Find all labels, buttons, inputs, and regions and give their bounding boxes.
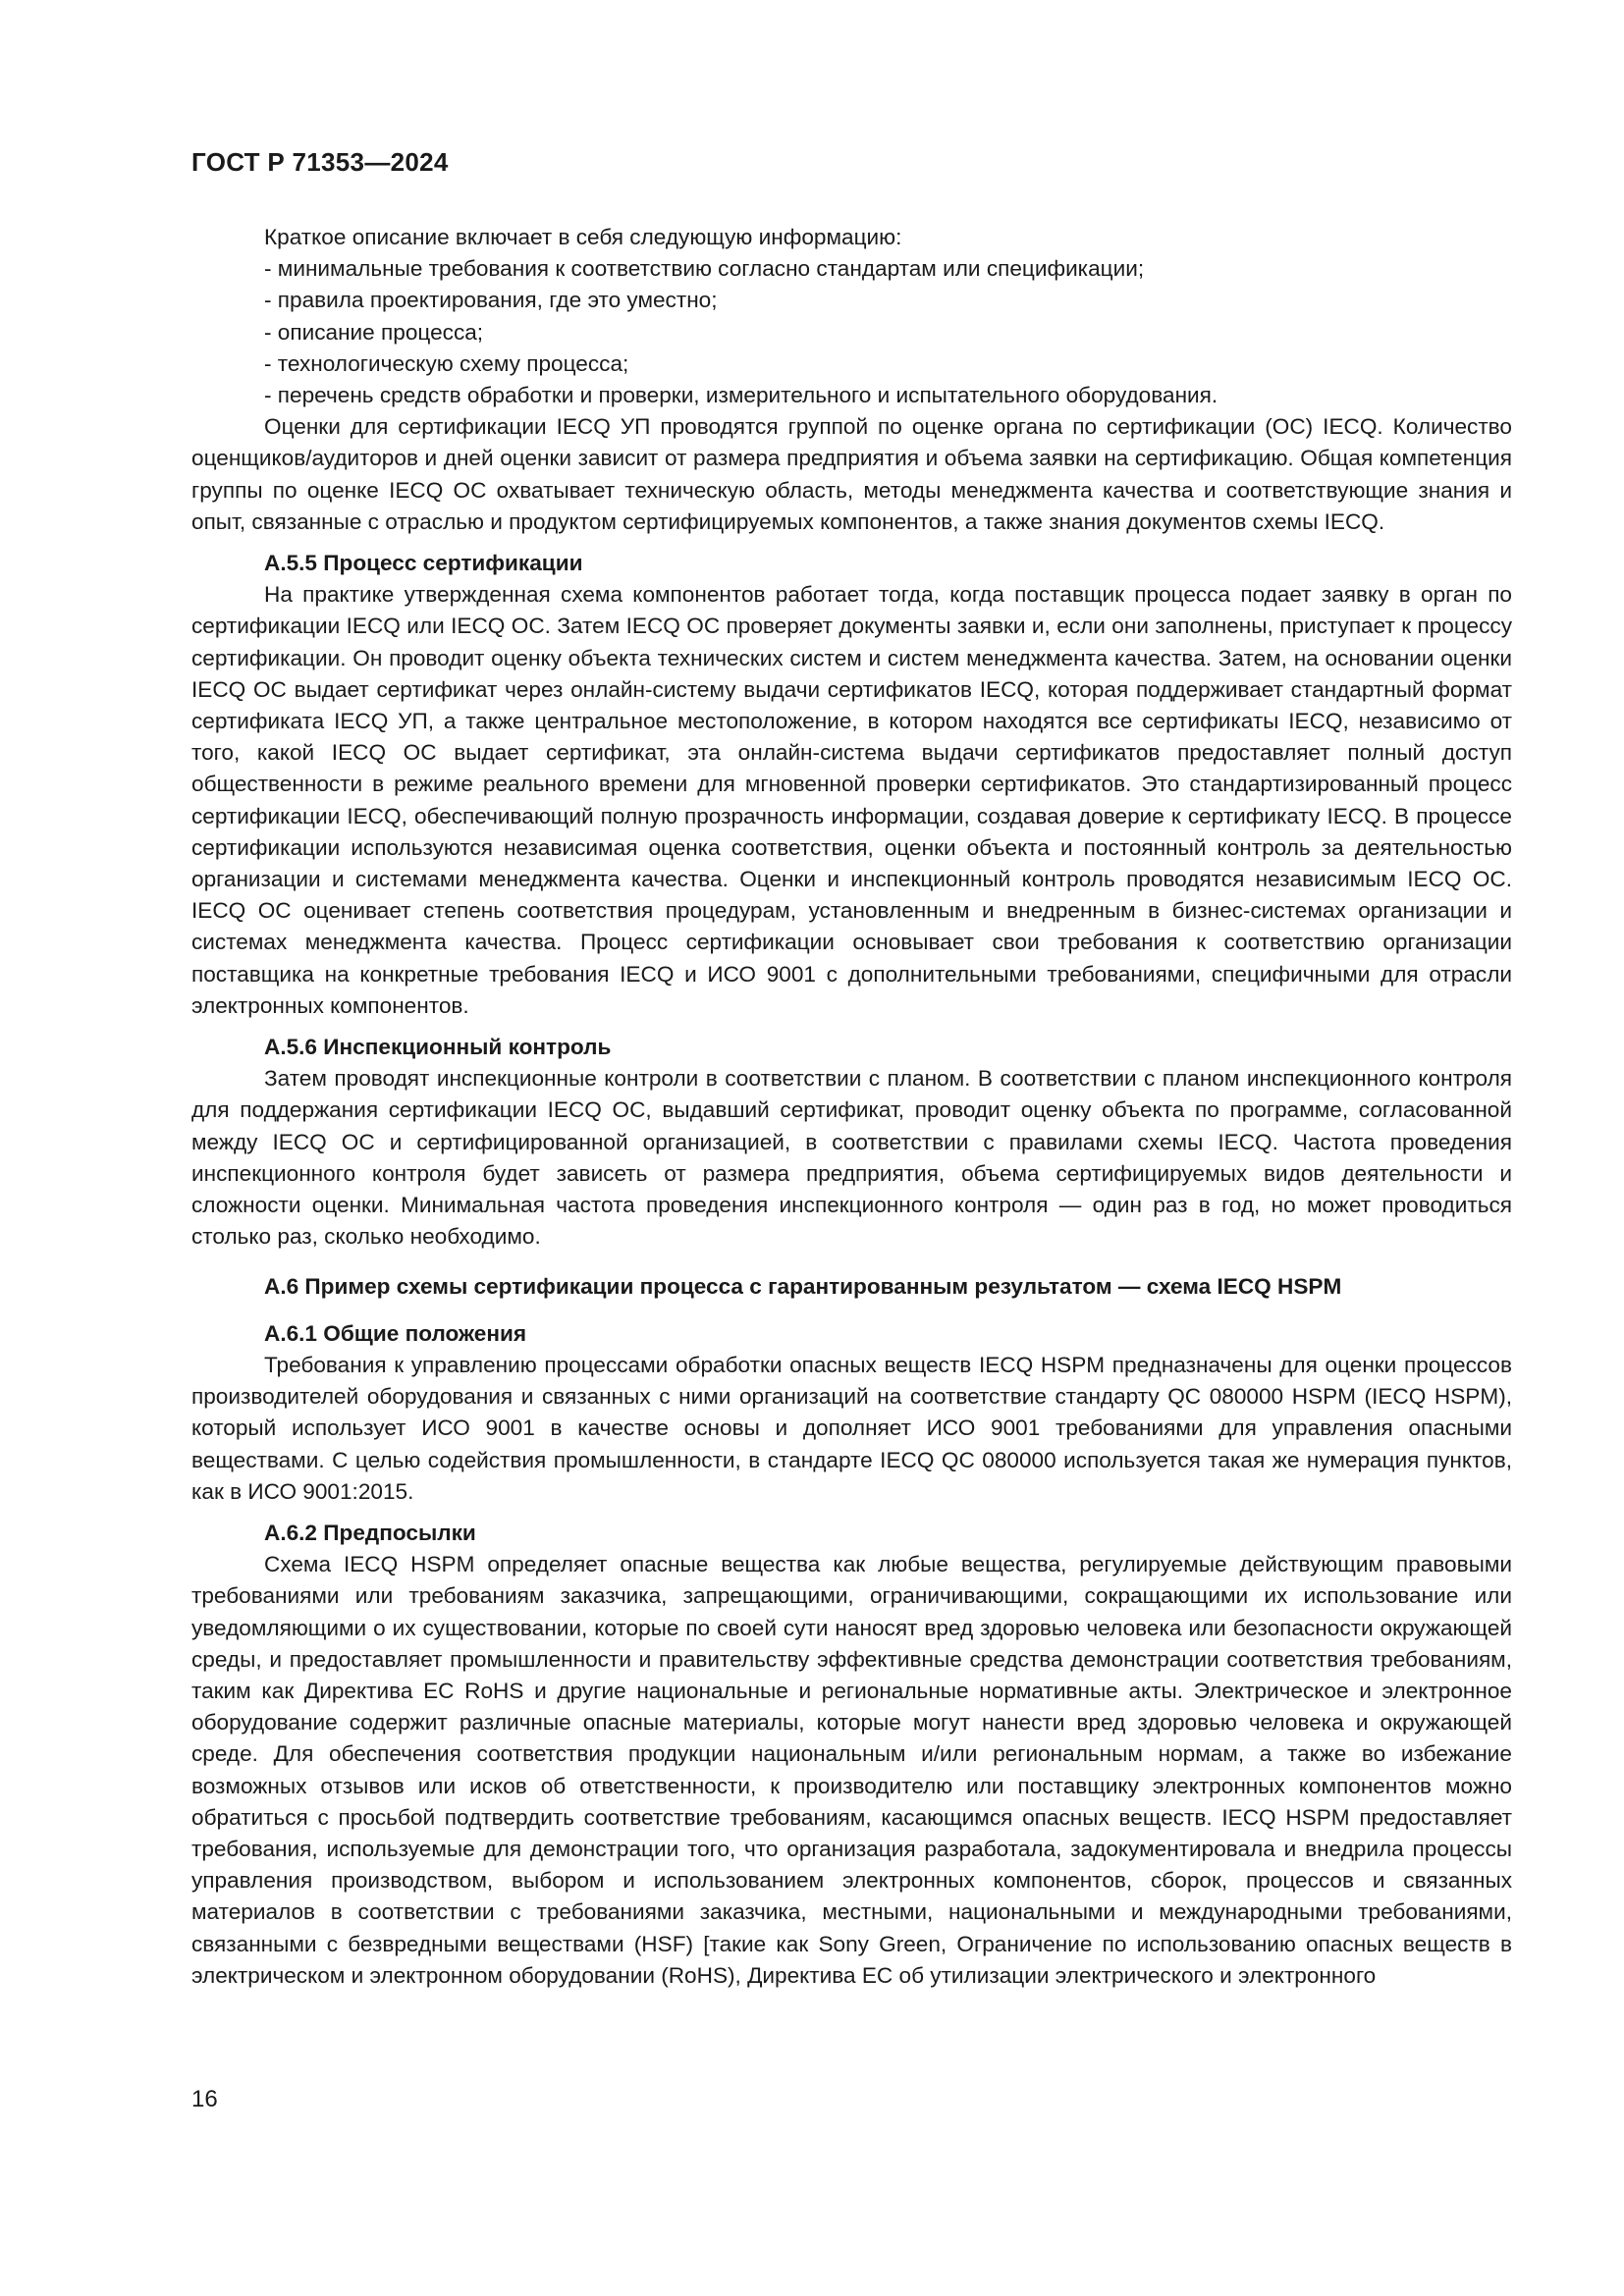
section-text-a55: На практике утвержденная схема компонентов работает тогда, когда поставщик процесса подает заявку в орган по сертификации IECQ или IECQ ОС. Затем IECQ ОС проверяет документы заявки и, если они заполнены, приступает к процессу сертификации. Он проводит оценку объекта технических систем и систем менеджмента качества. Затем, на основании оценки IECQ ОС выдает сертификат через онлайн-систему выдачи сертификатов IECQ, которая поддерживает стандартный формат сертификата IECQ УП, а также центральное местоположение, в котором находятся все сертификаты IECQ, независимо от того, какой IECQ ОС выдает сертификат, эта онлайн-система выдачи сертификатов предоставляет полный доступ общественности в режиме реального времени для мгновенной проверки сертификатов. Это стандартизированный процесс сертификации IECQ, обеспечивающий полную прозрачность информации, создавая доверие к сертификату IECQ. В процессе сертификации используются независимая оценка соответствия, оценки объекта и постоянный контроль за деятельностью организации и системами менеджмента качества. Оценки и инспекционный контроль проводятся независимым IECQ ОС. IECQ ОС оценивает степень соответствия процедурам, установленным и внедренным в бизнес-системах организации и системах менеджмента качества. Процесс сертификации основывает свои требования к соответствию организации поставщика на конкретные требования IECQ и ИСО 9001 с дополнительными требованиями, специфичными для отрасли электронных компонентов. [191,582,1512,1018]
assessment-paragraph: Оценки для сертификации IECQ УП проводятся группой по оценке органа по сертификации (ОС) IECQ. Количество оценщиков/аудиторов и дней оценки зависит от размера предприятия и объема заявки на сертификацию. Общая компетенция группы по оценке IECQ ОС охватывает техническую область, методы менеджмента качества и соответствующие знания и опыт, связанные с отраслью и продуктом сертифицируемых компонентов, а также знания документов схемы IECQ. [191,414,1512,534]
list-item: - правила проектирования, где это уместно; [264,288,718,313]
list-item: - описание процесса; [264,319,484,345]
section-heading-a62: А.6.2 Предпосылки [264,1520,476,1545]
standard-header: ГОСТ Р 71353—2024 [191,147,449,177]
section-heading-a55: А.5.5 Процесс сертификации [264,551,583,576]
list-item: - минимальные требования к соответствию согласно стандартам или спецификации; [264,256,1145,282]
section-text-a56: Затем проводят инспекционные контроли в соответствии с планом. В соответствии с планом инспекционного контроля для поддержания сертификации IECQ ОС, выдавший сертификат, проводит оценку объекта по программе, согласованной между IECQ ОС и сертифицированной организацией, в соответствии с правилами схемы IECQ. Частота проведения инспекционного контроля будет зависеть от размера предприятия, объема сертифицируемых видов деятельности и сложности оценки. Минимальная частота проведения инспекционного контроля — один раз в год, но может проводиться столько раз, сколько необходимо. [191,1066,1512,1250]
section-heading-a56: А.5.6 Инспекционный контроль [264,1035,612,1060]
section-text-a61: Требования к управлению процессами обработки опасных веществ IECQ HSPM предназначены для оценки процессов производителей оборудования и связанных с ними организаций на соответствие стандарту QC 080000 HSPM (IECQ HSPM), который использует ИСО 9001 в качестве основы и дополняет ИСО 9001 требованиями для управления опасными веществами. С целью содействия промышленности, в стандарте IECQ QC 080000 используется такая же нумерация пунктов, как в ИСО 9001:2015. [191,1352,1512,1504]
list-item: - перечень средств обработки и проверки, измерительного и испытательного оборудования. [264,383,1218,408]
page-content [191,222,1512,1992]
section-text-a62: Схема IECQ HSPM определяет опасные вещества как любые вещества, регулируемые действующим правовыми требованиями или требованиям заказчика, запрещающими, ограничивающими, сокращающими их использование или уведомляющими о их существовании, которые по своей сути наносят вред здоровью человека или безопасности окружающей среды, и предоставляет промышленности и правительству эффективные средства демонстрации соответствия требованиям, таким как Директива ЕС RoHS и другие национальные и региональные нормативные акты. Электрическое и электронное оборудование содержит различные опасные материалы, которые могут нанести вред здоровью человека и окружающей среде. Для обеспечения соответствия продукции национальным и/или региональным нормам, а также во избежание возможных отзывов или исков об ответственности, к производителю или поставщику электронных компонентов можно обратиться с просьбой подтвердить соответствие требованиям, касающимся опасных веществ. IECQ HSPM предоставляет требования, используемые для демонстрации того, что организация разработала, задокументировала и внедрила процессы управления производством, выбором и использованием электронных компонентов, сборок, процессов и связанных материалов в соответствии с требованиями заказчика, местными, национальными и международными требованиями, связанными с безвредными веществами (HSF) [такие как Sony Green, Ограничение по использованию опасных веществ в электрическом и электронном оборудовании (RoHS), Директива ЕС об утилизации электрического и электронного [191,1552,1512,1988]
intro-lead: Краткое описание включает в себя следующую информацию: [264,225,902,249]
list-item: - технологическую схему процесса; [264,350,629,376]
section-heading-a61: А.6.1 Общие положения [264,1320,527,1346]
page-number: 16 [191,2086,218,2112]
section-heading-a6: А.6 Пример схемы сертификации процесса с гарантированным результатом — схема IECQ HSPM [264,1273,1342,1299]
